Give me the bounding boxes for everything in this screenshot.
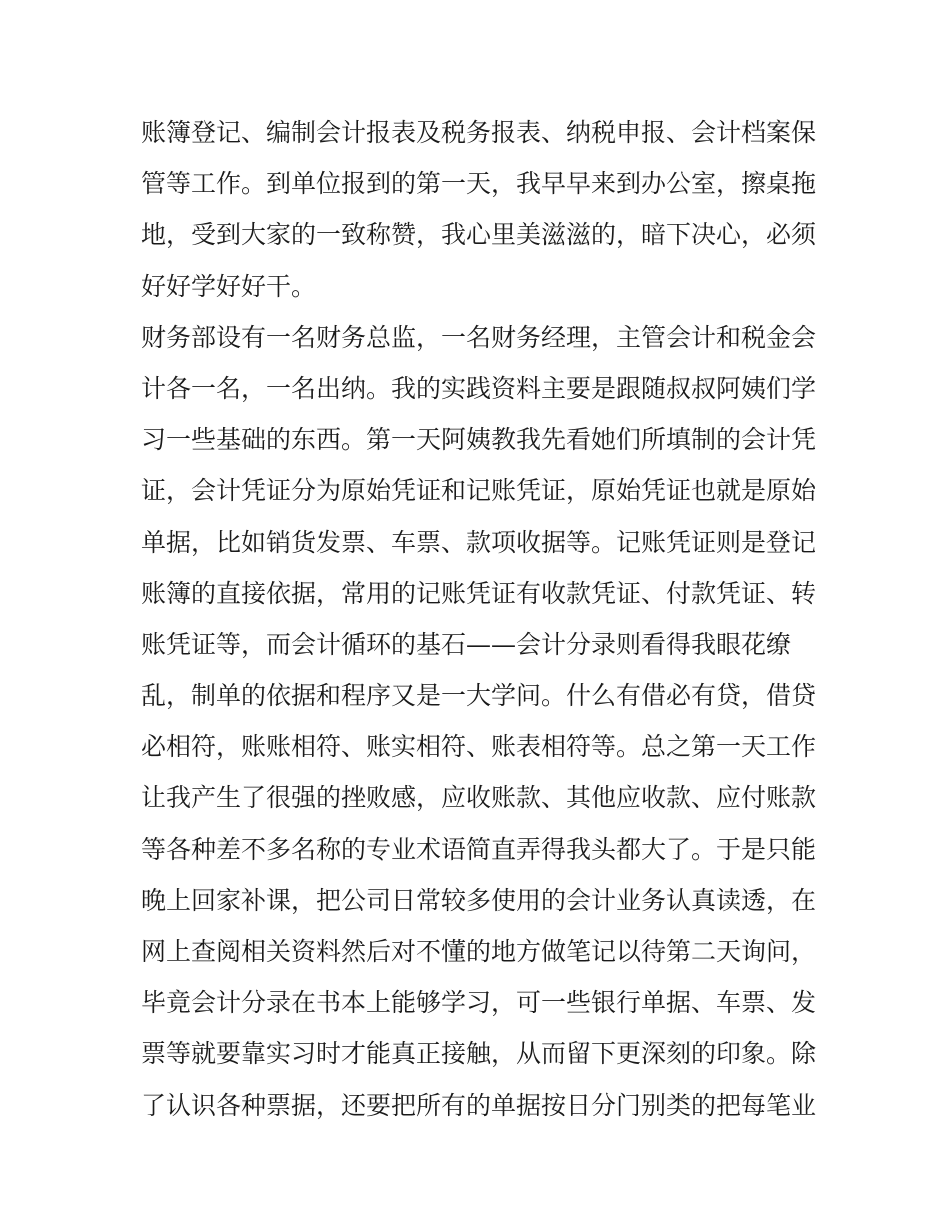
text-line: 账簿登记、编制会计报表及税务报表、纳税申报、会计档案保 (141, 118, 817, 147)
text-line: 等各种差不多名称的专业术语简直弄得我头都大了。于是只能 (141, 834, 817, 864)
text-line: 票等就要靠实习时才能真正接触，从而留下更深刻的印象。除 (141, 1039, 817, 1069)
text-line: 账簿的直接依据，常用的记账凭证有收款凭证、付款凭证、转 (141, 578, 817, 608)
text-line: 让我产生了很强的挫败感，应收账款、其他应收款、应付账款 (141, 783, 817, 813)
text-line: 习一些基础的东西。第一天阿姨教我先看她们所填制的会计凭 (141, 425, 817, 455)
text-line: 管等工作。到单位报到的第一天，我早早来到办公室，擦桌拖 (141, 169, 817, 199)
text-line: 计各一名，一名出纳。我的实践资料主要是跟随叔叔阿姨们学 (141, 373, 817, 403)
body-text (141, 107, 821, 1131)
text-line: 地，受到大家的一致称赞，我心里美滋滋的，暗下决心，必须 (141, 220, 817, 250)
text-line: 了认识各种票据，还要把所有的单据按日分门别类的把每笔业 (141, 1090, 817, 1120)
text-line: 必相符，账账相符、账实相符、账表相符等。总之第一天工作 (141, 732, 817, 762)
text-line: 证，会计凭证分为原始凭证和记账凭证，原始凭证也就是原始 (141, 476, 817, 506)
text-line: 晚上回家补课，把公司日常较多使用的会计业务认真读透，在 (141, 885, 817, 915)
text-line: 好好学好好干。 (141, 271, 317, 301)
text-line: 网上查阅相关资料然后对不懂的地方做笔记以待第二天询问， (141, 937, 817, 966)
text-line: 财务部设有一名财务总监，一名财务经理，主管会计和税金会 (141, 322, 817, 352)
text-line: 账凭证等，而会计循环的基石——会计分录则看得我眼花缭 (141, 629, 792, 659)
text-line: 乱，制单的依据和程序又是一大学问。什么有借必有贷，借贷 (141, 681, 817, 711)
text-line: 毕竟会计分录在书本上能够学习，可一些银行单据、车票、发 (141, 988, 817, 1018)
text-line: 单据，比如销货发票、车票、款项收据等。记账凭证则是登记 (141, 527, 817, 557)
